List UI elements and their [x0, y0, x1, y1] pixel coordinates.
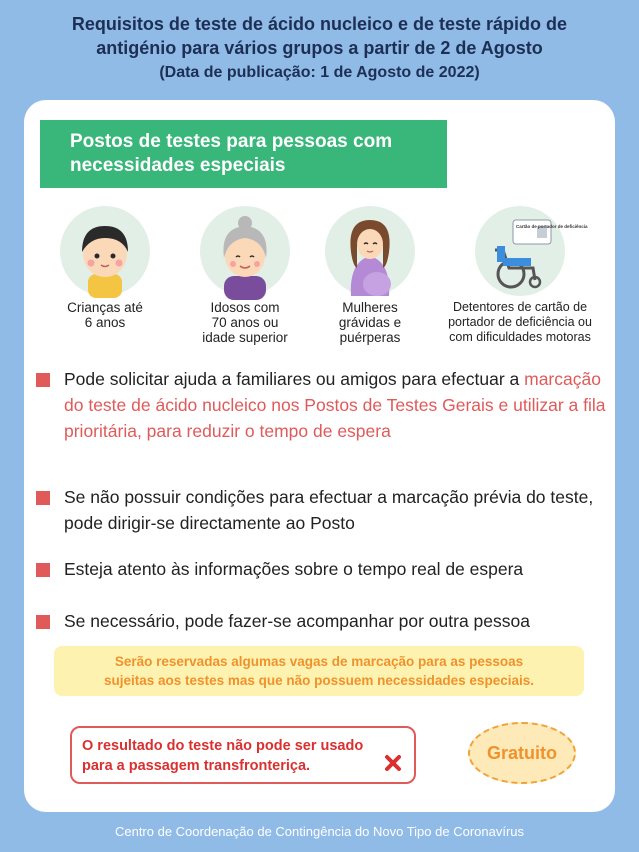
bullet-square-icon — [36, 563, 50, 577]
group-pregnant-label: Mulheres grávidas e puérperas — [338, 300, 402, 345]
bullet-square-icon — [36, 491, 50, 505]
warning-line-1: O resultado do teste não pode ser usado — [82, 738, 364, 754]
banner-line-1: Postos de testes para pessoas com — [70, 131, 393, 152]
group-children-label: Crianças até 6 anos — [67, 300, 143, 330]
bullet-1-highlight: marcação do teste de ácido nucleico nos Postos de Testes Gerais e utilizar a fila prioritária, para reduzir o tempo de espera — [64, 369, 606, 441]
bullet-3-text: Esteja atento às informações sobre o tempo real de espera — [64, 559, 524, 579]
group-elderly — [190, 206, 300, 345]
child-icon — [60, 206, 150, 296]
cross-icon — [384, 754, 402, 772]
title-line-1: Requisitos de teste de ácido nucleico e de teste rápido de — [71, 14, 568, 34]
bullet-4-text: Se necessário, pode fazer-se acompanhar por outra pessoa — [64, 611, 530, 631]
group-elderly-label: Idosos com 70 anos ou idade superior — [202, 300, 288, 345]
group-disability — [430, 206, 610, 345]
group-disability-label: Detentores de cartão de portador de deficiência ou com dificuldades motoras — [448, 300, 592, 344]
bullet-1-text: Pode solicitar ajuda a familiares ou amigos para efectuar a — [64, 369, 520, 389]
bullet-square-icon — [36, 615, 50, 629]
page-header — [0, 12, 639, 84]
elderly-icon — [200, 206, 290, 296]
card-text: Cartão de portador de deficiência — [516, 224, 588, 229]
section-banner — [40, 120, 447, 188]
warning-line-2: para a passagem transfronteriça. — [82, 758, 311, 774]
target-groups — [24, 206, 615, 346]
publication-date: (Data de publicação: 1 de Agosto de 2022) — [159, 64, 480, 81]
notice-line-2: sujeitas aos testes mas que não possuem necessidades especiais. — [104, 673, 534, 688]
notice-line-1: Serão reservadas algumas vagas de marcação para as pessoas — [114, 654, 524, 669]
list-item — [36, 484, 606, 536]
footer-credit: Centro de Coordenação de Contingência do Novo Tipo de Coronavírus — [114, 824, 525, 839]
group-pregnant — [320, 206, 420, 345]
bullet-2-text: Se não possuir condições para efectuar a marcação prévia do teste, pode dirigir-se directamente ao Posto — [64, 487, 594, 533]
free-badge: Gratuito — [468, 722, 576, 784]
group-children — [59, 206, 151, 330]
reserved-slots-notice — [54, 646, 584, 696]
title-line-2: antigénio para vários grupos a partir de 2 de Agosto — [96, 38, 543, 58]
list-item — [36, 366, 606, 444]
list-item — [36, 608, 606, 634]
content-card — [24, 100, 615, 812]
cross-border-warning — [70, 726, 416, 784]
banner-line-2: necessidades especiais — [70, 155, 286, 176]
bullet-square-icon — [36, 373, 50, 387]
wheelchair-icon — [475, 206, 588, 296]
pregnant-woman-icon — [325, 206, 415, 296]
list-item — [36, 556, 606, 582]
